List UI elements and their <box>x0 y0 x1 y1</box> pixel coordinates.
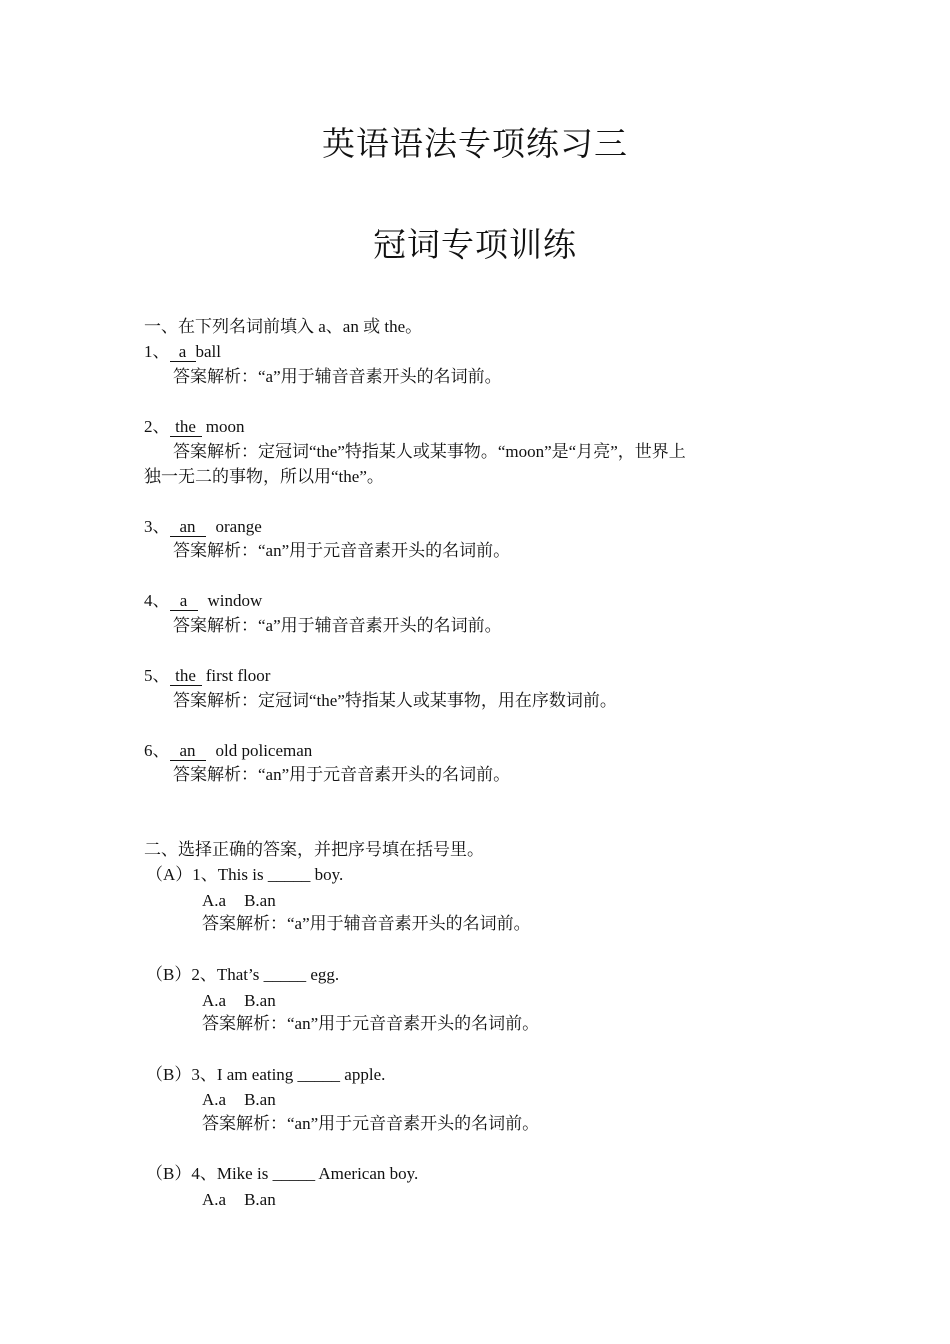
option-b: B.an <box>244 891 276 910</box>
answer-explanation: 答案解析：“a”用于辅音音素开头的名词前。 <box>173 616 502 635</box>
answer-blank: the <box>170 667 202 686</box>
option-a: A.a <box>202 1190 227 1209</box>
list-item <box>144 516 262 538</box>
answer-explanation: 答案解析：“an”用于元音音素开头的名词前。 <box>173 765 511 784</box>
list-item <box>144 665 270 687</box>
option-a: A.a <box>202 891 227 910</box>
item-number: 2、 <box>144 417 170 436</box>
answer-prefix: （A）1、 <box>146 865 218 884</box>
question <box>146 1064 385 1086</box>
item-number: 5、 <box>144 666 170 685</box>
question <box>146 1163 418 1185</box>
answer-prefix: （B）4、 <box>146 1164 217 1183</box>
option-b: B.an <box>244 1090 276 1109</box>
answer-blank: a <box>170 592 198 611</box>
options <box>202 1189 276 1211</box>
question-text: Mike is _____ American boy. <box>216 1164 419 1183</box>
options <box>202 890 276 912</box>
item-number: 1、 <box>144 342 170 361</box>
section1-heading: 一、在下列名词前填入 a、an 或 the。 <box>144 317 423 336</box>
answer-explanation-cont: 独一无二的事物，所以用“the”。 <box>144 467 384 486</box>
list-item <box>144 416 244 438</box>
item-number: 4、 <box>144 591 170 610</box>
answer-explanation: 答案解析：定冠词“the”特指某人或某事物。“moon”是“月亮”，世界上 <box>173 442 686 461</box>
question-text: This is _____ boy. <box>217 865 344 884</box>
answer-blank: the <box>170 418 202 437</box>
answer-explanation: 答案解析：“a”用于辅音音素开头的名词前。 <box>202 914 531 933</box>
answer-explanation: 答案解析：定冠词“the”特指某人或某事物，用在序数词前。 <box>173 691 617 710</box>
option-b: B.an <box>244 991 276 1010</box>
list-item <box>144 341 221 363</box>
option-a: A.a <box>202 1090 227 1109</box>
list-item <box>144 740 312 762</box>
answer-blank: an <box>170 742 206 761</box>
item-noun: old policeman <box>215 741 313 760</box>
question <box>146 864 343 886</box>
options <box>202 990 276 1012</box>
answer-prefix: （B）3、 <box>146 1065 217 1084</box>
question <box>146 964 339 986</box>
answer-explanation: 答案解析：“an”用于元音音素开头的名词前。 <box>202 1114 540 1133</box>
answer-explanation: 答案解析：“a”用于辅音音素开头的名词前。 <box>173 367 502 386</box>
question-text: That’s _____ egg. <box>216 965 340 984</box>
item-noun: moon <box>205 417 245 436</box>
answer-explanation: 答案解析：“an”用于元音音素开头的名词前。 <box>173 541 511 560</box>
item-noun: window <box>207 591 263 610</box>
answer-prefix: （B）2、 <box>146 965 217 984</box>
item-noun: orange <box>215 517 262 536</box>
answer-blank: a <box>170 343 196 362</box>
question-text: I am eating _____ apple. <box>216 1065 386 1084</box>
page-subtitle: 冠词专项训练 <box>373 225 577 264</box>
option-b: B.an <box>244 1190 276 1209</box>
list-item <box>144 590 262 612</box>
option-a: A.a <box>202 991 227 1010</box>
item-number: 6、 <box>144 741 170 760</box>
answer-blank: an <box>170 518 206 537</box>
section2-heading: 二、选择正确的答案，并把序号填在括号里。 <box>144 840 484 859</box>
options <box>202 1089 276 1111</box>
item-number: 3、 <box>144 517 170 536</box>
answer-explanation: 答案解析：“an”用于元音音素开头的名词前。 <box>202 1014 540 1033</box>
item-noun: first floor <box>205 666 271 685</box>
item-noun: ball <box>195 342 221 361</box>
page-title: 英语语法专项练习三 <box>322 124 628 163</box>
